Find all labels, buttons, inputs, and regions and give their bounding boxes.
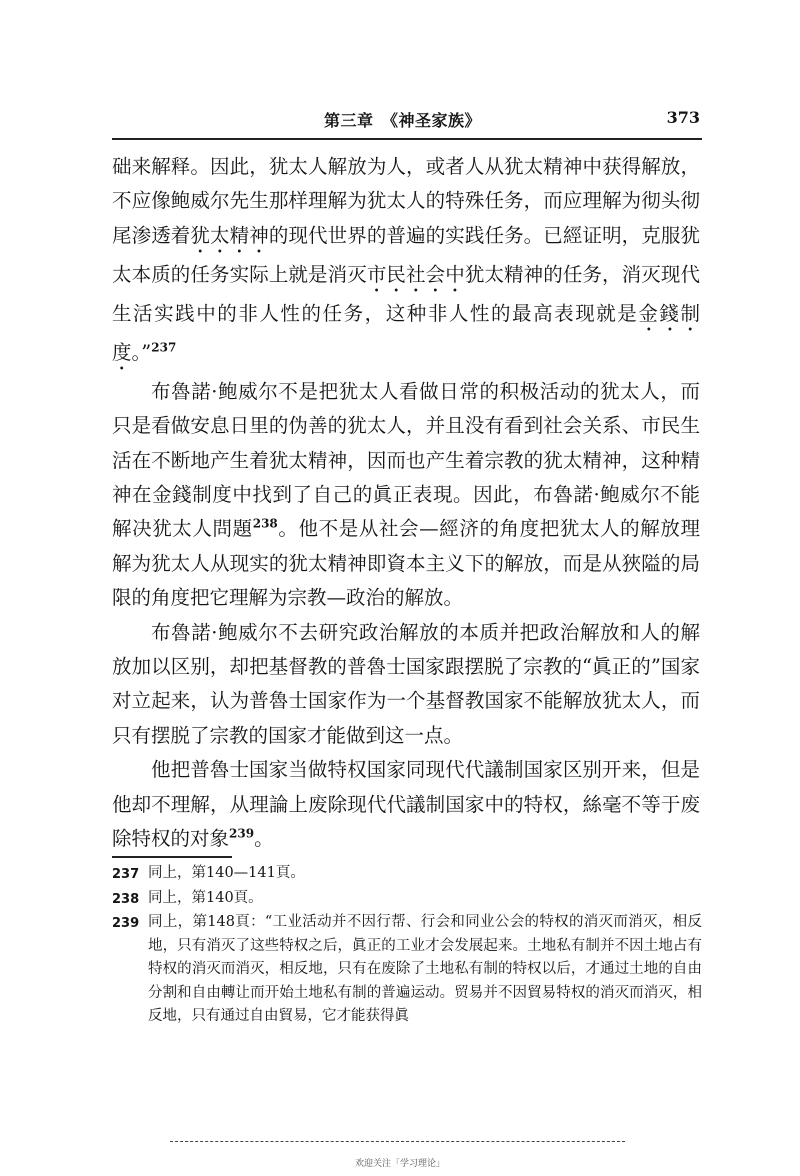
watermark-text: 欢迎关注「学习理论」 xyxy=(354,1159,445,1169)
footnote-item xyxy=(112,887,702,912)
emphasis-text: 犹太精神 xyxy=(190,223,269,247)
footnote-text: 同上，第140—141頁。 xyxy=(148,865,305,881)
header-rule xyxy=(112,138,702,140)
footnote-number: 239 xyxy=(112,916,140,931)
page-number: 373 xyxy=(666,108,700,127)
paragraph-4: 他把普魯士国家当做特权国家同现代代議制国家区别开来，但是他却不理解，从理論上废除现代代議制国家中的特权，絲毫不等于废除特权的对象$^{239}$。 xyxy=(112,758,700,851)
paragraph-2: 布魯諾·鲍威尔不是把犹太人看做日常的积极活动的犹太人，而只是看做安息日里的伪善的犹太人，并且没有看到社会关系、市民生活在不断地产生着犹太精神，因而也产生着宗教的犹太精神，这种精神在金錢制度中找到了自己的眞正表現。因此，布魯諾·鲍威尔不能解决犹太人問題$^{238}$。他不是从社会—經济的角度把犹太人的解放理解为犹太人从现实的犹太精神即資本主义下的解放，而是从狹隘的局限的角度把它理解为宗教—政治的解放。 xyxy=(112,379,700,610)
main-text xyxy=(112,150,700,857)
footnote-ref[interactable]: 238 xyxy=(252,516,278,531)
chapter-title: 第三章 《神圣家族》 xyxy=(324,111,482,130)
footnote-text: 同上，第148頁：“工业活动并不因行帮、行会和同业公会的特权的消灭而消灭，相反地，只有消灭了这些特权之后，眞正的工业才会发展起来。土地私有制并不因土地占有特权的消灭而消灭，相反地，只有在废除了土地私有制的特权以后，才通过土地的自由分割和自由轉让而开始土地私有制的普遍运动。贸易并不因貿易特权的消灭而消灭，相反地，只有通过自由貿易，它才能获得眞 xyxy=(148,914,702,1024)
footnote-separator xyxy=(112,856,232,858)
emphasis-text: 市民社会中 xyxy=(366,262,465,286)
paragraph-3: 布魯諾·鲍威尔不去研究政治解放的本质并把政治解放和人的解放加以区别，却把基督教的普魯士国家跟摆脱了宗教的“眞正的”国家对立起来，认为普魯士国家作为一个基督教国家不能解放犹太人，而只有摆脱了宗教的国家才能做到这一点。 xyxy=(112,620,700,747)
running-header xyxy=(112,108,702,148)
footnote-number: 237 xyxy=(112,867,140,882)
emphasis-text: 金錢制度 xyxy=(112,301,700,364)
footnote-ref[interactable]: 237 xyxy=(151,340,177,355)
bottom-rule xyxy=(170,1141,625,1142)
footnote-number: 238 xyxy=(112,891,140,907)
footnote-text: 同上，第140頁。 xyxy=(148,889,263,906)
paragraph-1: 础来解释。因此，犹太人解放为人，或者人从犹太精神中获得解放，不应像鲍威尔先生那样理解为犹太人的特殊任务，而应理解为彻头彻尾渗透着犹太精神的现代世界的普遍的实践任务。已經证明，克服犹太本质的任务实际上就是消灭市民社会中犹太精神的任务，消灭现代生活实践中的非人性的任务，这种非人性的最高表现就是金錢制度。”$^{237}$ xyxy=(112,155,700,364)
footnotes xyxy=(112,862,702,1029)
footnote-ref[interactable]: 239 xyxy=(229,826,255,841)
footnote-item xyxy=(112,911,702,1029)
footnote-item xyxy=(112,862,702,887)
